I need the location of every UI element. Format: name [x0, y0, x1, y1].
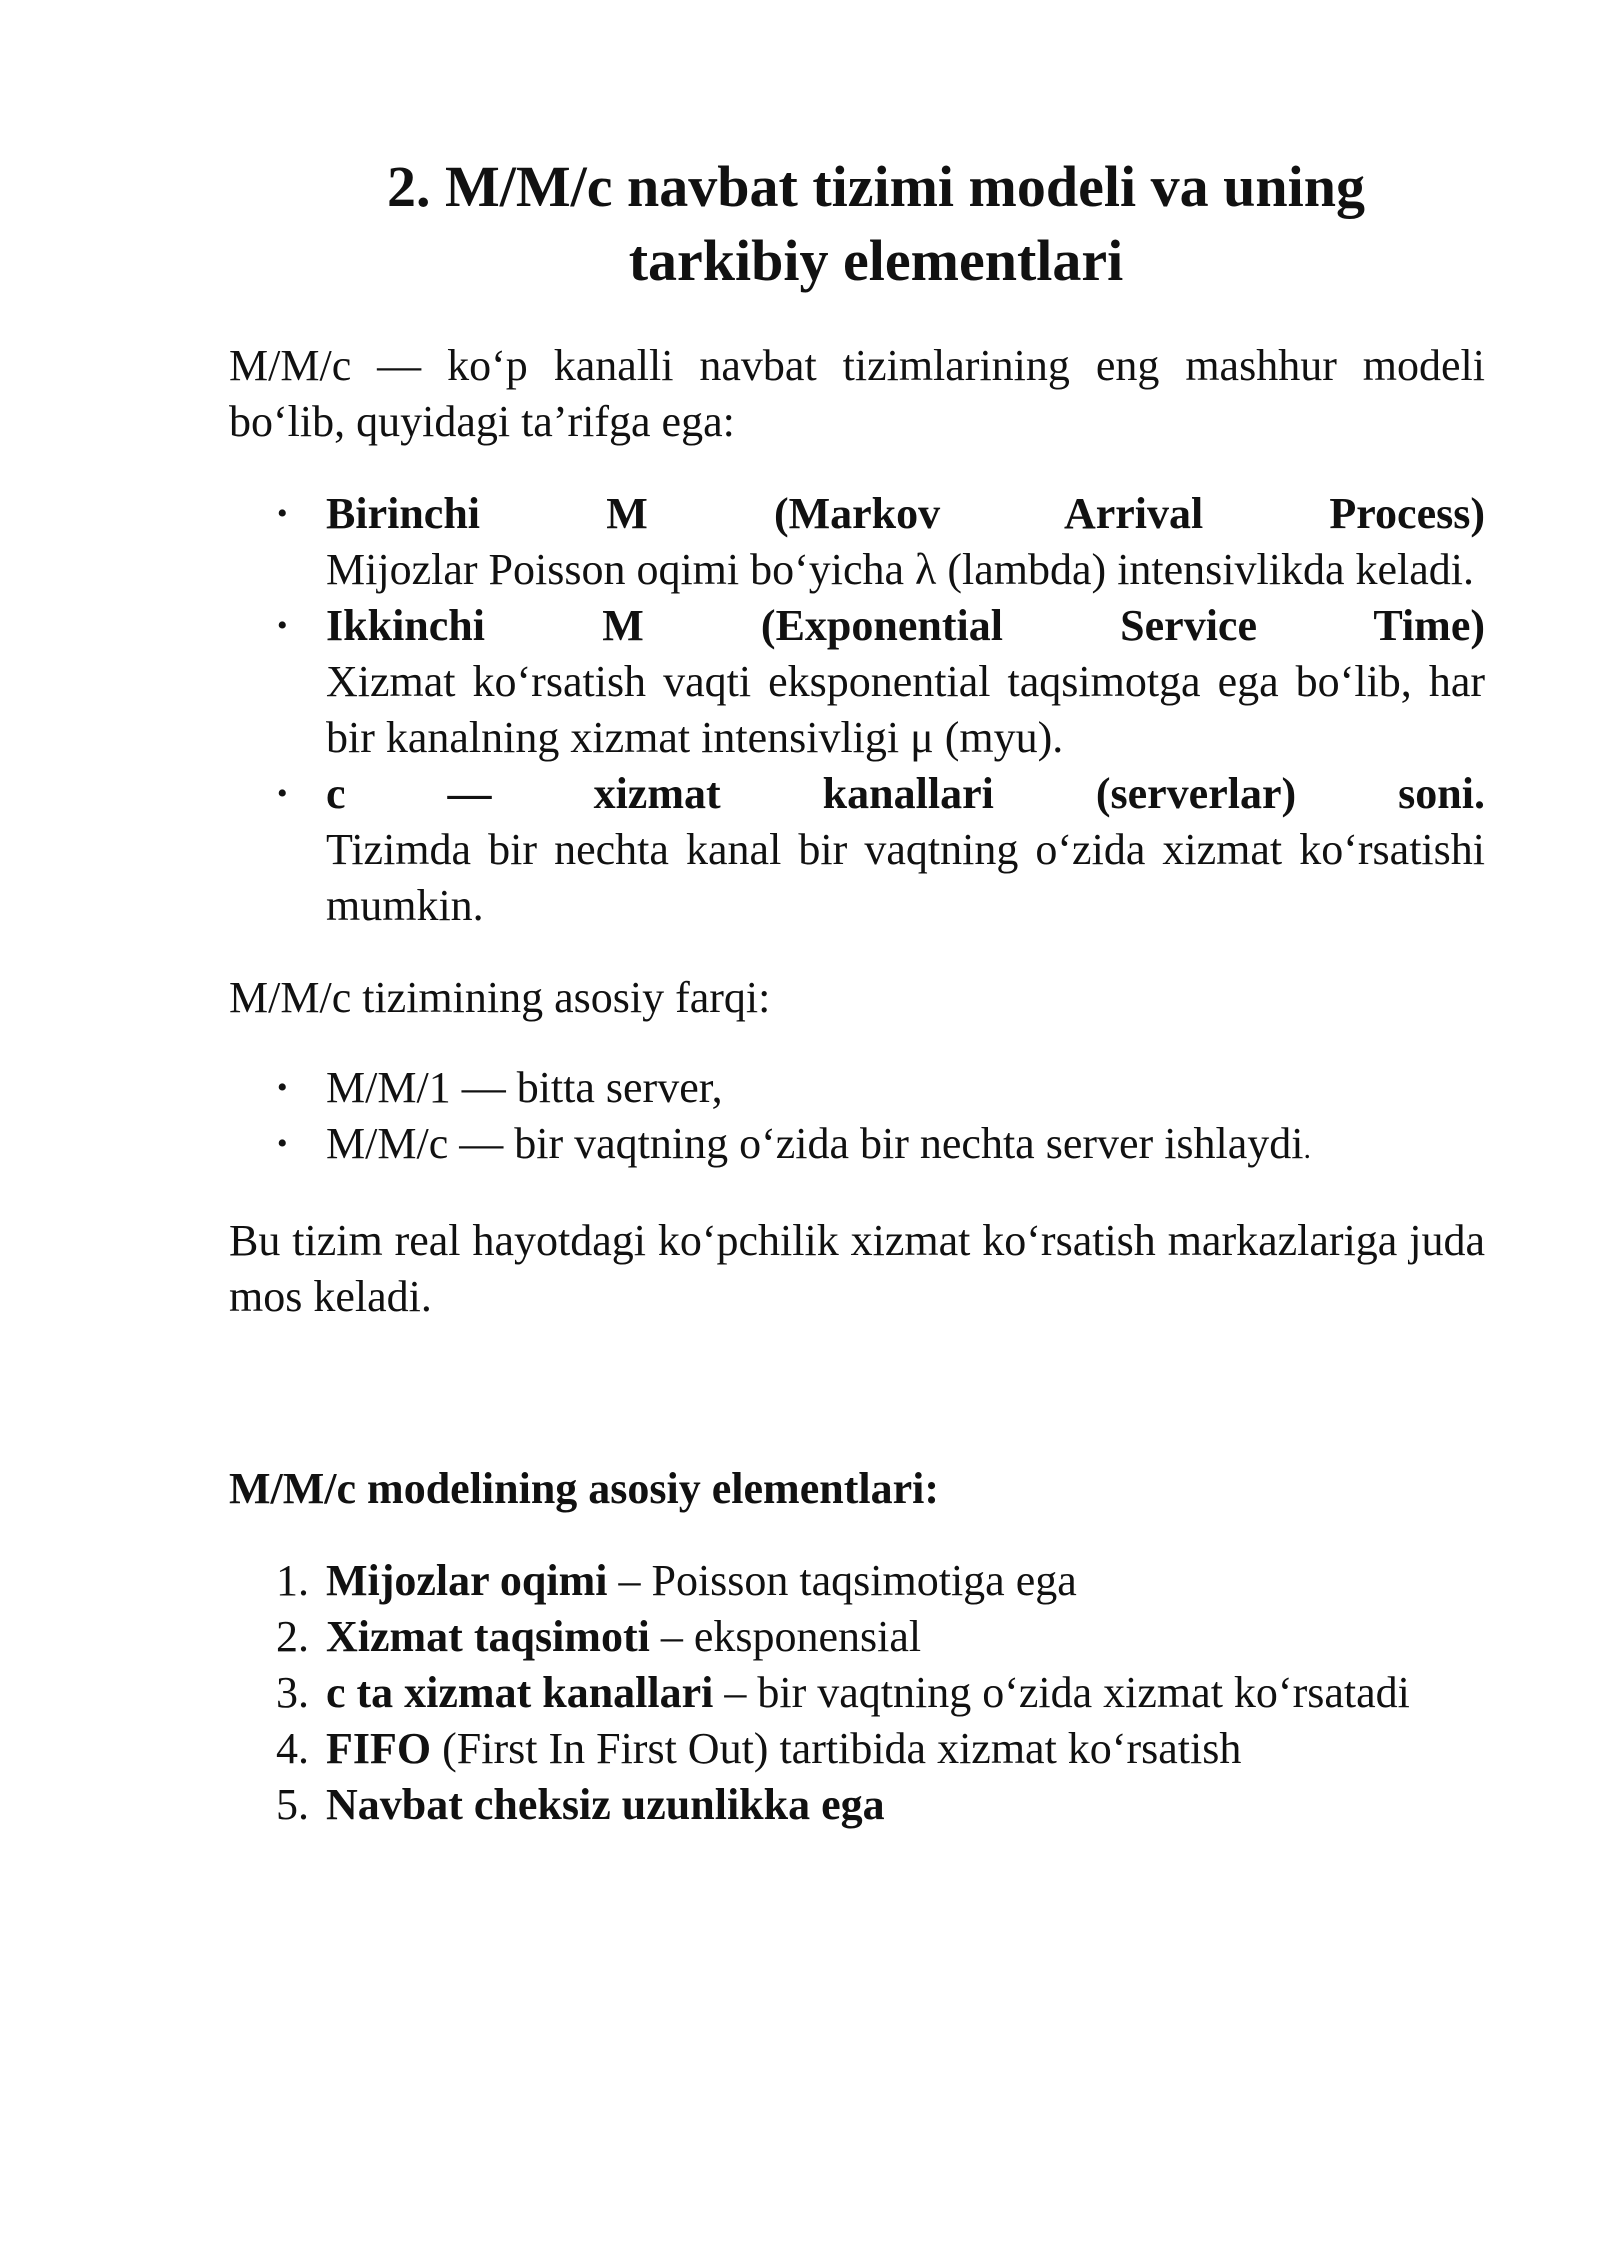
bullet-icon: •: [277, 1127, 288, 1160]
element-item: [229, 1553, 1485, 1609]
item-number: 3.: [276, 1668, 309, 1717]
element-bold: Navbat cheksiz uzunlikka ega: [326, 1780, 885, 1829]
item-number: 4.: [276, 1724, 309, 1773]
title-line-1: 2. M/M/c navbat tizimi modeli va uning: [387, 154, 1365, 219]
element-item: [229, 1777, 1485, 1833]
element-item: [229, 1665, 1485, 1721]
element-rest: (First In First Out) tartibida xizmat ko‘rsatish: [431, 1724, 1242, 1773]
elements-list: [229, 1553, 1485, 1833]
definition-desc: Mijozlar Poisson oqimi bo‘yicha λ (lambda) intensivlikda keladi.: [326, 545, 1475, 594]
element-bold: Xizmat taqsimoti: [326, 1612, 650, 1661]
definition-term: Ikkinchi M (Exponential Service Time): [326, 601, 1485, 650]
definition-term: c — xizmat kanallari (serverlar) soni.: [326, 769, 1485, 818]
definition-item: [229, 486, 1485, 598]
page-title: [229, 150, 1485, 298]
closing-paragraph: Bu tizim real hayotdagi ko‘pchilik xizmat ko‘rsatish markazlariga juda mos keladi.: [229, 1216, 1485, 1321]
element-rest: – bir vaqtning o‘zida xizmat ko‘rsatadi: [713, 1668, 1410, 1717]
bullet-icon: •: [277, 609, 288, 642]
item-number: 2.: [276, 1612, 309, 1661]
comparison-suffix: .: [1303, 1132, 1312, 1165]
definition-term: Birinchi M (Markov Arrival Process): [326, 489, 1485, 538]
element-rest: – eksponensial: [649, 1612, 922, 1661]
definition-item: [229, 598, 1485, 766]
bullet-icon: •: [277, 777, 288, 810]
element-bold: c ta xizmat kanallari: [326, 1668, 714, 1717]
comparison-item: [229, 1060, 1485, 1116]
item-number: 5.: [276, 1780, 309, 1829]
bullet-icon: •: [277, 497, 288, 530]
document-page: [229, 150, 1485, 1833]
bullet-icon: •: [277, 1071, 288, 1104]
definition-desc: Xizmat ko‘rsatish vaqti eksponential taqsimotga ega bo‘lib, har bir kanalning xizmat intensivligi μ (myu).: [326, 657, 1485, 762]
element-rest: – Poisson taqsimotiga ega: [607, 1556, 1077, 1605]
comparison-text: M/M/c — bir vaqtning o‘zida bir nechta server ishlaydi: [326, 1119, 1304, 1168]
item-number: 1.: [276, 1556, 309, 1605]
difference-heading: M/M/c tizimining asosiy farqi:: [229, 973, 771, 1022]
comparison-text: M/M/1 — bitta server,: [326, 1063, 723, 1112]
definition-desc: Tizimda bir nechta kanal bir vaqtning o‘zida xizmat ko‘rsatishi mumkin.: [326, 825, 1485, 930]
element-bold: Mijozlar oqimi: [326, 1556, 608, 1605]
comparison-item: [229, 1116, 1485, 1177]
element-bold: FIFO: [326, 1724, 432, 1773]
title-line-2: tarkibiy elementlari: [628, 228, 1124, 293]
intro-paragraph: M/M/c — ko‘p kanalli navbat tizimlarining eng mashhur modeli bo‘lib, quyidagi ta’rifga ega:: [229, 341, 1485, 446]
element-item: [229, 1609, 1485, 1665]
elements-heading: M/M/c modelining asosiy elementlari:: [229, 1464, 939, 1513]
definition-list: [229, 486, 1485, 934]
definition-item: [229, 766, 1485, 934]
comparison-list: [229, 1060, 1485, 1177]
element-item: [229, 1721, 1485, 1777]
